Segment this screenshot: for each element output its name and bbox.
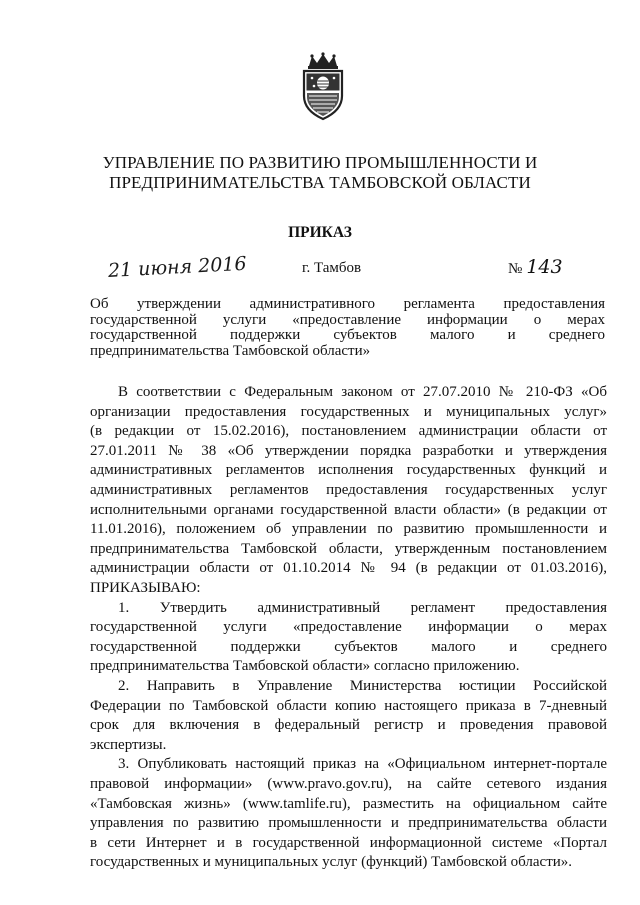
body-line: 27.01.2011 № 38 «Об утверждении порядка разработки и утверждения: [90, 442, 607, 459]
body-line: правовой информации» (www.pravo.gov.ru), на сайте сетевого издания: [90, 776, 607, 792]
body-line: 3. Опубликовать настоящий приказ на «Официальном интернет-портале: [118, 756, 607, 773]
subject-line: государственной поддержки субъектов малого и среднего: [90, 327, 605, 343]
body-line: государственных и муниципальных услуг (функций) Тамбовской области».: [90, 854, 573, 871]
body-line: управления по развитию промышленности и предпринимательства области: [90, 815, 607, 832]
organization-name-line1: УПРАВЛЕНИЕ ПО РАЗВИТИЮ ПРОМЫШЛЕННОСТИ И: [102, 153, 538, 172]
handwritten-number: 143: [526, 256, 563, 278]
body-line: администрации области от 01.10.2014 № 94 (в редакции от 01.03.2016),: [90, 560, 607, 577]
body-line: административных регламентов предоставления государственных услуг: [90, 482, 607, 498]
body-line: «Тамбовская жизнь» (www.tamlife.ru), разместить на официальном сайте: [90, 795, 607, 812]
document-number: [508, 256, 563, 278]
tambov-coat-of-arms-emblem: [297, 52, 349, 122]
body-line: ПРИКАЗЫВАЮ:: [90, 580, 201, 596]
body-line: в сети Интернет и в государственной информационной системе «Портал: [90, 834, 607, 851]
body-line: срок для включения в федеральный регистр и проведения правовой: [90, 717, 607, 734]
subject-block: [90, 297, 605, 359]
body-line: 11.01.2016), положением об управлении по развитию промышленности и: [90, 521, 607, 538]
body-line: экспертизы.: [90, 736, 167, 753]
body-line: (в редакции от 15.02.2016), постановлением администрации области от: [90, 423, 607, 440]
organization-name-line2: ПРЕДПРИНИМАТЕЛЬСТВА ТАМБОВСКОЙ ОБЛАСТИ: [109, 173, 531, 192]
subject-line: Об утверждении административного регламента предоставления: [90, 296, 605, 312]
body-line: предпринимательства Тамбовской области, утвержденным постановлением: [90, 540, 607, 557]
body-line: административных регламентов исполнения государственных функций и: [90, 462, 607, 479]
body-line: 2. Направить в Управление Министерства юстиции Российской: [118, 678, 607, 694]
document-type-title: ПРИКАЗ: [288, 224, 352, 241]
body-line: организации предоставления государственных и муниципальных услуг»: [90, 403, 607, 420]
body-line: В соответствии с Федеральным законом от 27.07.2010 № 210-ФЗ «Об: [118, 384, 607, 400]
number-sign: №: [508, 261, 523, 277]
body-line: предпринимательства Тамбовской области» согласно приложению.: [90, 658, 520, 675]
handwritten-date: 21 июня 2016: [107, 252, 248, 282]
body-line: исполнительными органами государственной власти области» (в редакции от: [90, 501, 607, 518]
subject-line: предпринимательства Тамбовской области»: [90, 342, 371, 359]
city-label: г. Тамбов: [302, 260, 362, 276]
body-line: государственной услуги «предоставление информации о мерах: [90, 619, 607, 636]
subject-line: государственной услуги «предоставление информации о мерах: [90, 311, 605, 328]
body-line: Федерации по Тамбовской области копию настоящего приказа в 7-дневный: [90, 697, 607, 714]
body-line: 1. Утвердить административный регламент предоставления: [118, 599, 607, 616]
body-line: государственной поддержки субъектов малого и среднего: [90, 638, 607, 655]
